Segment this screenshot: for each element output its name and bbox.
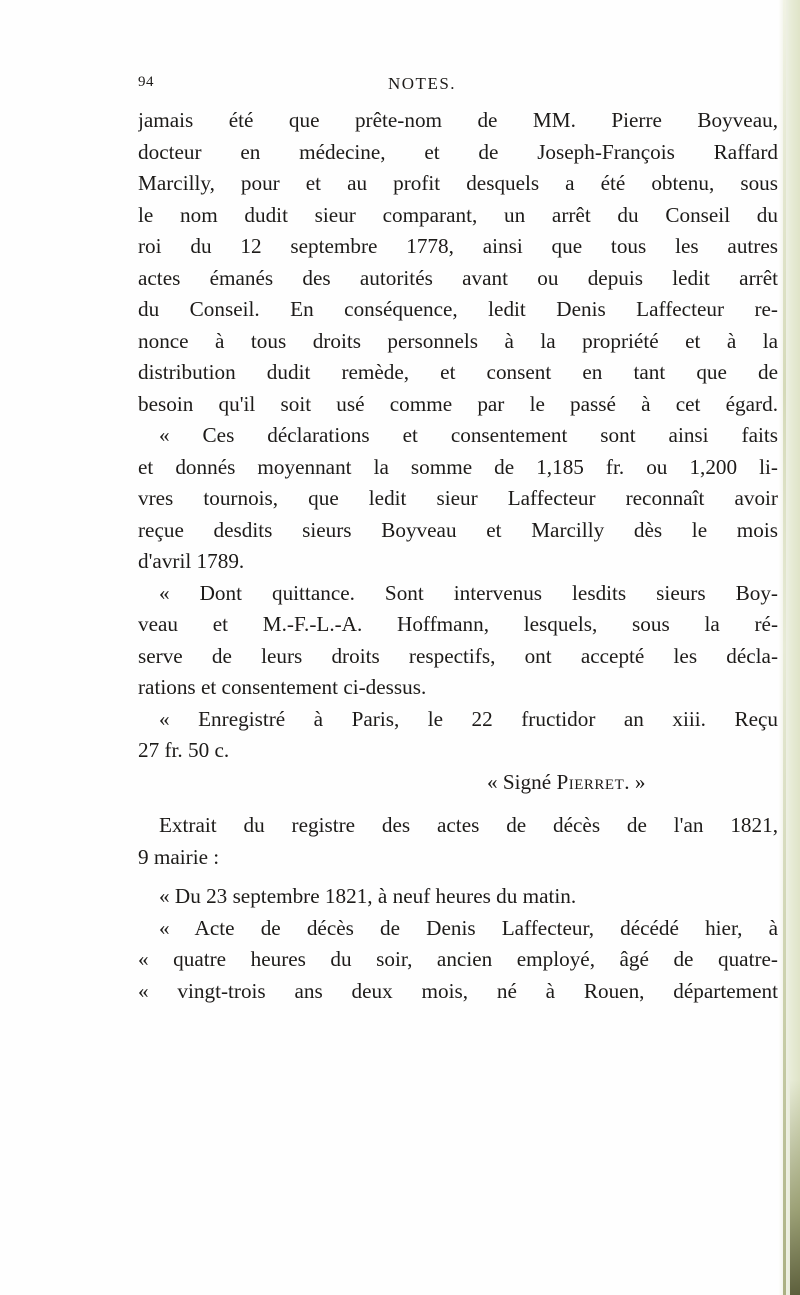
- text-line: du Conseil. En conséquence, ledit Denis Laffecteur re-: [138, 297, 778, 321]
- signature-suffix: . »: [624, 769, 646, 794]
- text-line: actes émanés des autorités avant ou depuis ledit arrêt: [138, 265, 778, 290]
- death-record-line: « Acte de décès de Denis Laffecteur, décédé hier, à: [159, 915, 778, 940]
- text-line: distribution dudit remède, et consent en tant que de: [138, 360, 778, 384]
- running-head: [138, 74, 778, 98]
- text-line: vres tournois, que ledit sieur Laffecteur reconnaît avoir: [138, 486, 778, 510]
- page-number: 94: [138, 74, 154, 90]
- text-line: « Enregistré à Paris, le 22 fructidor an xiii. Reçu: [159, 706, 778, 731]
- signature-name: Pierret: [556, 769, 625, 794]
- text-line: docteur en médecine, et de Joseph-François Raffard: [138, 139, 778, 164]
- text-line: et donnés moyennant la somme de 1,185 fr. ou 1,200 li-: [138, 454, 778, 479]
- text-line: besoin qu'il soit usé comme par le passé à cet égard.: [138, 391, 778, 416]
- death-record-line: « quatre heures du soir, ancien employé, âgé de quatre-: [138, 947, 778, 971]
- death-record-line: « Du 23 septembre 1821, à neuf heures du matin.: [159, 884, 577, 908]
- text-line: serve de leurs droits respectifs, ont accepté les décla-: [138, 643, 778, 668]
- extract-line: Extrait du registre des actes de décès de l'an 1821,: [159, 813, 778, 837]
- text-line: reçue desdits sieurs Boyveau et Marcilly dès le mois: [138, 517, 778, 542]
- text-line: veau et M.-F.-L.-A. Hoffmann, lesquels, sous la ré-: [138, 612, 778, 636]
- text-line: d'avril 1789.: [138, 549, 245, 573]
- header-title: NOTES.: [388, 74, 457, 93]
- signature-line: [138, 767, 778, 799]
- text-line: 27 fr. 50 c.: [138, 738, 230, 762]
- death-record-line: « vingt-trois ans deux mois, né à Rouen, département: [138, 978, 778, 1003]
- text-line: « Dont quittance. Sont intervenus lesdits sieurs Boy-: [159, 580, 778, 605]
- body-text: [138, 105, 778, 1007]
- text-line: jamais été que prête-nom de MM. Pierre Boyveau,: [138, 108, 778, 132]
- text-line: le nom dudit sieur comparant, un arrêt du Conseil du: [138, 202, 778, 227]
- page-edge-line: [783, 0, 786, 1295]
- page-edge-dark-corner: [790, 1080, 800, 1295]
- text-line: roi du 12 septembre 1778, ainsi que tous les autres: [138, 234, 778, 258]
- extract-line: 9 mairie :: [138, 844, 220, 869]
- text-line: Marcilly, pour et au profit desquels a été obtenu, sous: [138, 171, 778, 195]
- signature-prefix: « Signé: [487, 769, 552, 794]
- text-line: « Ces déclarations et consentement sont ainsi faits: [159, 423, 778, 447]
- text-line: rations et consentement ci-dessus.: [138, 675, 427, 699]
- paragraph-gap: [138, 798, 778, 810]
- paragraph-gap: [138, 873, 778, 881]
- text-line: nonce à tous droits personnels à la propriété et à la: [138, 328, 778, 353]
